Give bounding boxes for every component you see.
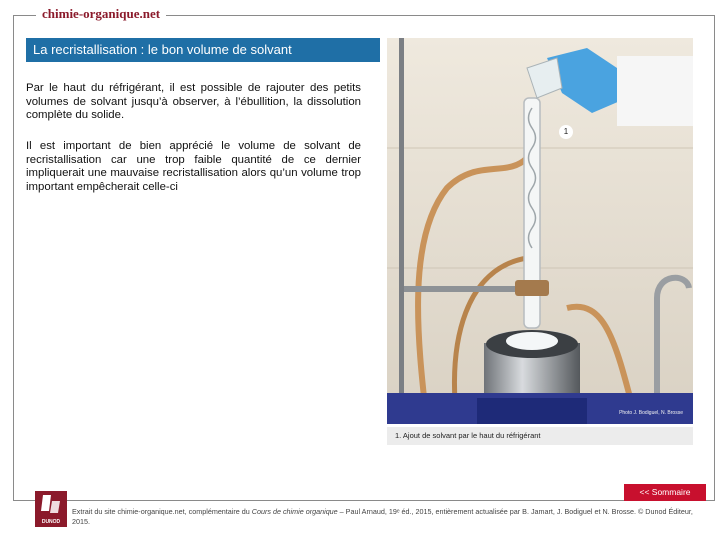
paragraph-1: Par le haut du réfrigérant, il est possible de rajouter des petits volumes de solvant jusqu’à observer, à l’ébullition, la dissolution complète du solide. [26, 82, 361, 121]
footer-text [72, 507, 712, 527]
logo-text: DUNOD [41, 519, 61, 525]
slide-title: La recristallisation : le bon volume de solvant [26, 38, 380, 62]
footer-text-before: Extrait du site chimie-organique.net, complémentaire du [72, 507, 252, 516]
dunod-logo [35, 491, 67, 527]
footer-text-after: – Paul Arnaud, 19ᵉ éd., 2015, entièrement actualisée par B. Jamart, J. Bodiguel et N. Brosse. © Dunod Éditeur, 2015. [72, 507, 693, 526]
photo-number-badge: 1 [559, 125, 573, 139]
footer-book-title: Cours de chimie organique [251, 507, 338, 516]
photo-credit: Photo J. Bodiguel, N. Brosse [619, 410, 683, 416]
site-title: chimie-organique.net [36, 6, 166, 22]
lab-photo [387, 38, 693, 424]
sommaire-button[interactable]: << Sommaire [624, 484, 706, 501]
dunod-logo-icon [35, 491, 67, 519]
photo-caption: 1. Ajout de solvant par le haut du réfrigérant [387, 427, 693, 445]
paragraph-2: Il est important de bien apprécié le volume de solvant de recristallisation car une trop faible quantité de ce dernier impliquerait une mauvaise recristallisation alors qu’un volume trop important empêcherait celle-ci [26, 140, 361, 193]
lab-photo-illustration [387, 38, 693, 424]
